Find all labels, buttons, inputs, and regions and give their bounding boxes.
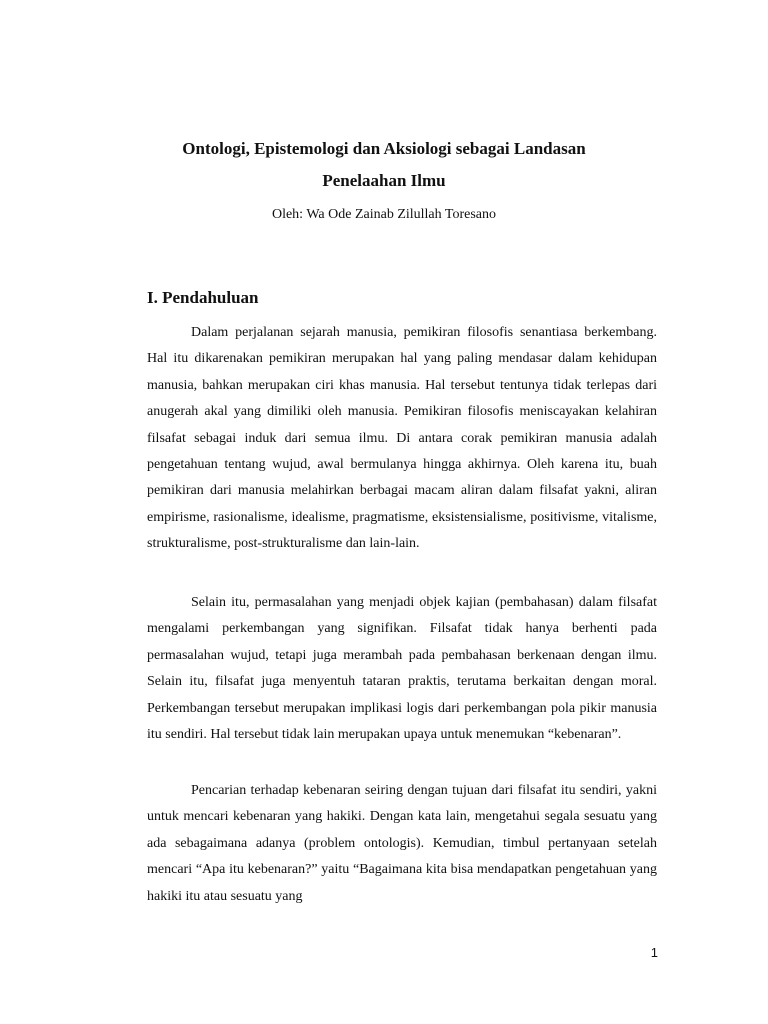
body-paragraph-1: Dalam perjalanan sejarah manusia, pemikiran filosofis senantiasa berkembang. Hal itu dikarenakan pemikiran merupakan hal yang paling mendasar dalam kehidupan manusia, bahkan merupakan ciri khas manusia. Hal tersebut tentunya tidak terlepas dari anugerah akal yang dimiliki oleh manusia. Pemikiran filosofis meniscayakan kelahiran filsafat sebagai induk dari semua ilmu. Di antara corak pemikiran manusia adalah pengetahuan tentang wujud, awal bermulanya hingga akhirnya. Oleh karena itu, buah pemikiran dari manusia melahirkan berbagai macam aliran dalam filsafat yakni, aliran empirisme, rasionalisme, idealisme, pragmatisme, eksistensialisme, positivisme, vitalisme, strukturalisme, post-strukturalisme dan lain-lain. [147,325,657,552]
document-title-line-1: Ontologi, Epistemologi dan Aksiologi sebagai Landasan [182,139,586,158]
document-title-line-2: Penelaahan Ilmu [322,171,446,190]
body-paragraph-2: Selain itu, permasalahan yang menjadi objek kajian (pembahasan) dalam filsafat mengalami perkembangan yang signifikan. Filsafat tidak hanya berhenti pada permasalahan wujud, tetapi juga merambah pada pembahasan berkenaan dengan ilmu. Selain itu, filsafat juga menyentuh tataran praktis, terutama berkaitan dengan moral. Perkembangan tersebut merupakan implikasi logis dari perkembangan pola pikir manusia itu sendiri. Hal tersebut tidak lain merupakan upaya untuk menemukan “kebenaran”. [147,595,657,743]
page-number: 1 [650,945,658,960]
body-paragraph-3: Pencarian terhadap kebenaran seiring dengan tujuan dari filsafat itu sendiri, yakni untuk mencari kebenaran yang hakiki. Dengan kata lain, mengetahui segala sesuatu yang ada sebagaimana adanya (problem ontologis). Kemudian, timbul pertanyaan setelah mencari “Apa itu kebenaran?” yaitu “Bagaimana kita bisa mendapatkan pengetahuan yang hakiki itu atau sesuatu yang [147,783,657,904]
section-heading: I. Pendahuluan [147,288,259,307]
author-line: Oleh: Wa Ode Zainab Zilullah Toresano [271,207,497,222]
